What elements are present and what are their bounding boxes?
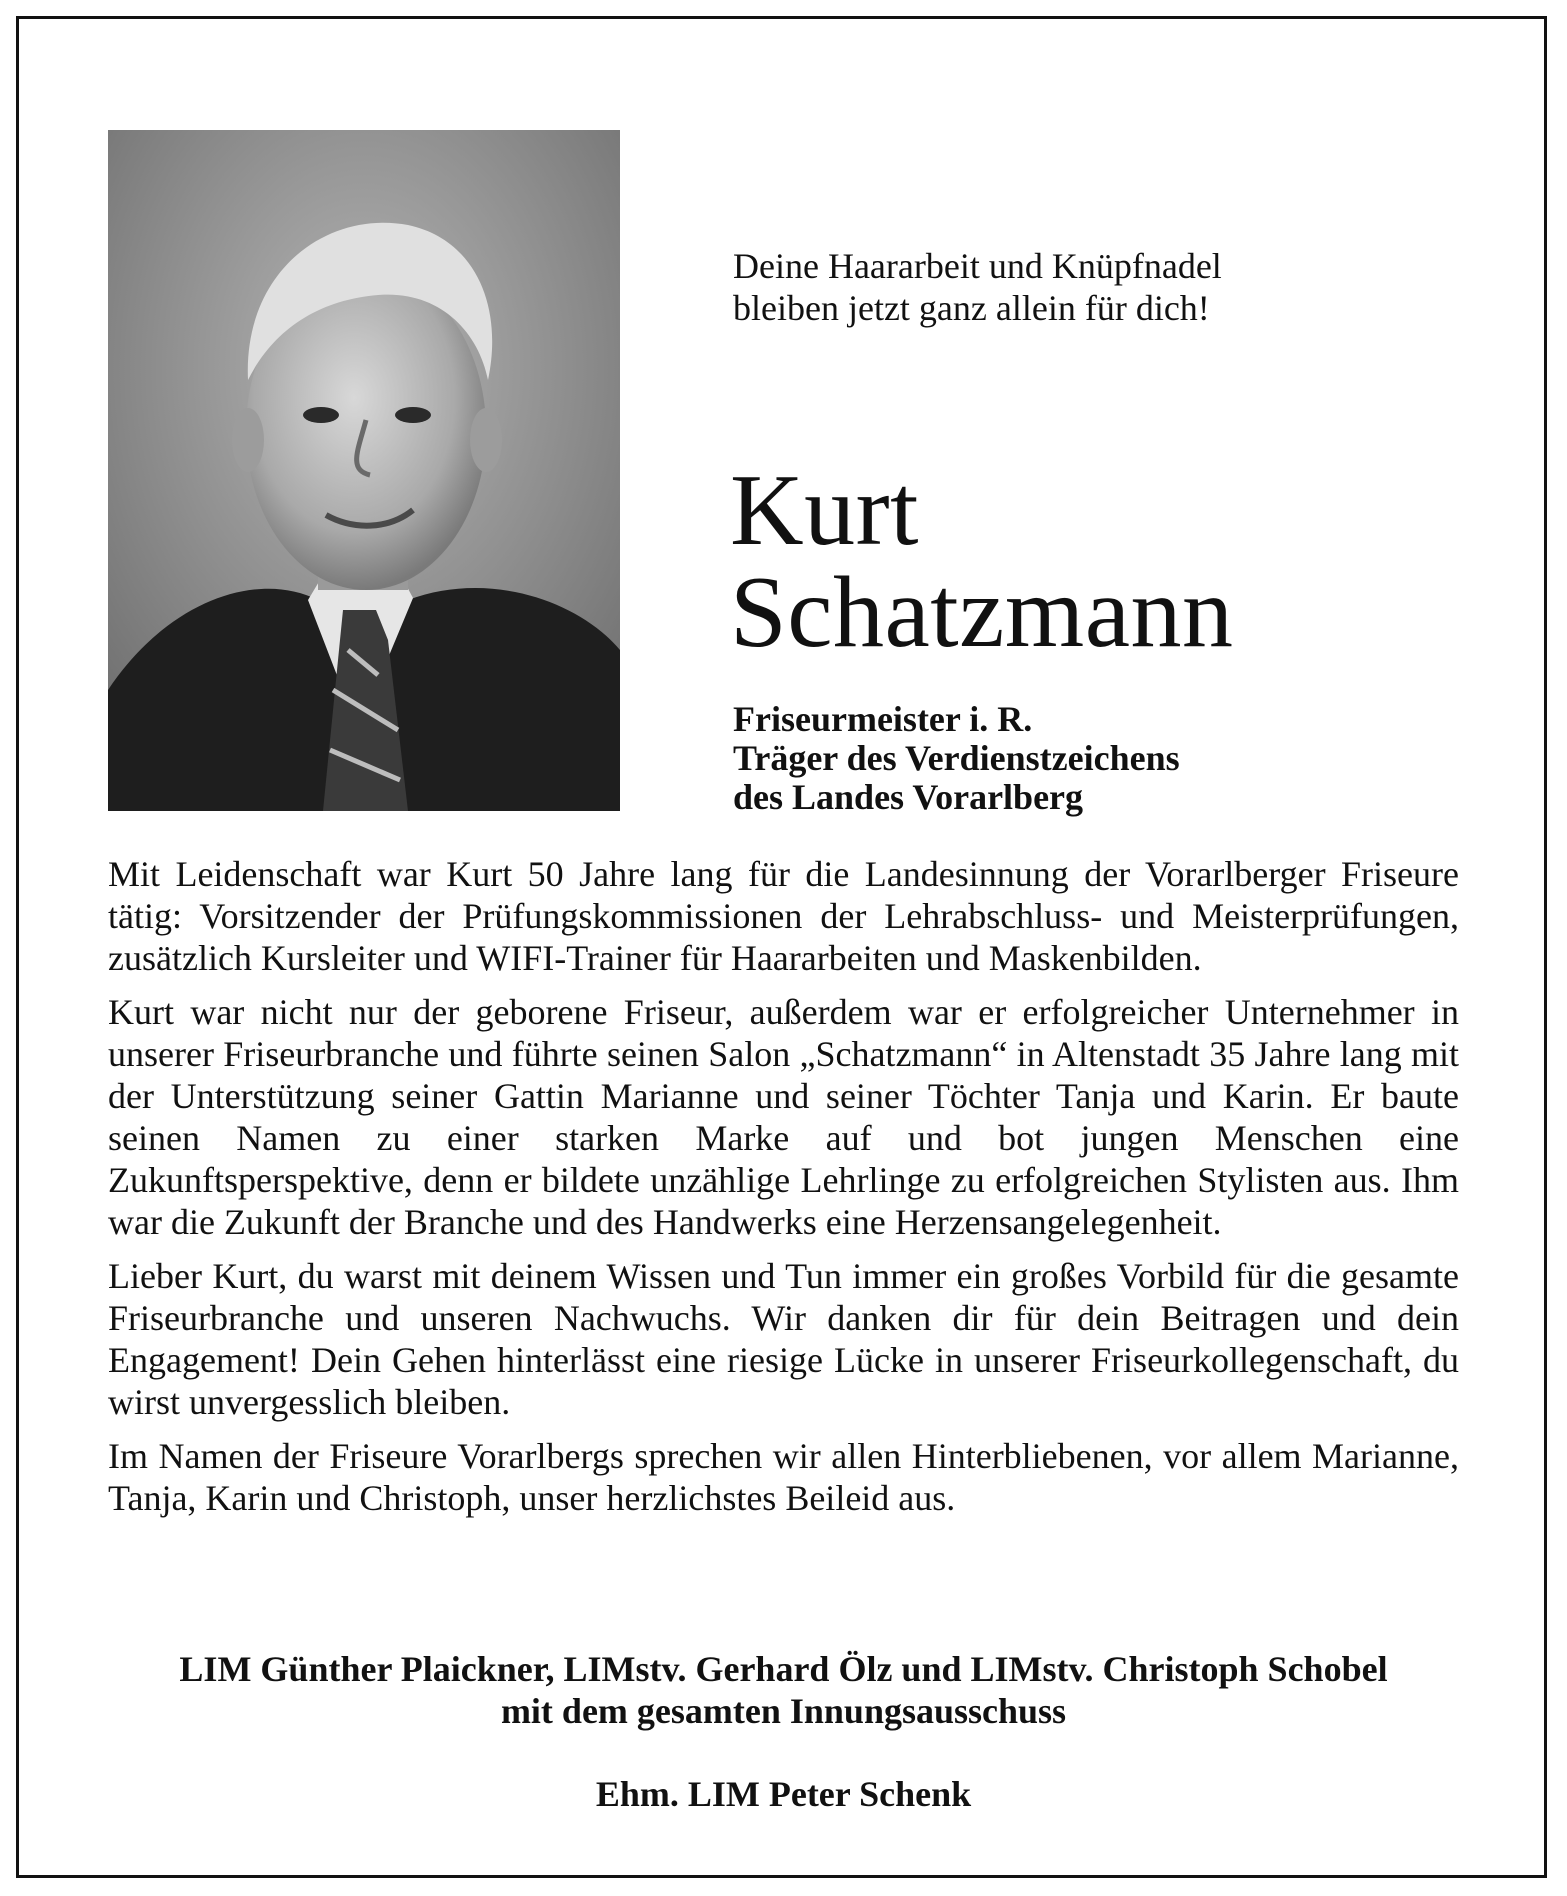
memorial-quote (733, 245, 1393, 329)
portrait-illustration (108, 130, 620, 811)
quote-line-1: Deine Haararbeit und Knüpfnadel (733, 246, 1222, 286)
body-paragraph: Mit Leidenschaft war Kurt 50 Jahre lang für die Landesinnung der Vorarlberger Friseure tätig: Vorsitzender der Prüfungskommissionen der Lehrabschluss- und Meisterprüfungen, zusätzlich Kursleiter und WIFI-Trainer für Haararbeiten und Maskenbilden. (108, 854, 1459, 978)
portrait-photo (108, 130, 620, 811)
deceased-titles (733, 700, 1433, 817)
body-paragraph: Kurt war nicht nur der geborene Friseur, außerdem war er erfolgreicher Unternehmer in unserer Friseurbranche und führte seinen Salon „Schatzmann“ in Altenstadt 35 Jahre lang mit der Unterstützung seiner Gattin Marianne und seiner Töchter Tanja und Karin. Er baute seinen Namen zu einer starken Marke auf und bot jungen Menschen eine Zukunftsperspektive, denn er bildete unzählige Lehrlinge zu erfolgreichen Stylisten aus. Ihm war die Zukunft der Branche und des Handwerks eine Herzensangelegenheit. (108, 992, 1459, 1242)
signers (60, 1648, 1507, 1732)
deceased-name (730, 454, 1430, 669)
obituary-body (108, 853, 1459, 1531)
title-line: Träger des Verdienstzeichens (733, 738, 1180, 778)
signers-line-1: LIM Günther Plaickner, LIMstv. Gerhard Ölz und LIMstv. Christoph Schobel (179, 1649, 1388, 1689)
title-line: Friseurmeister i. R. (733, 699, 1033, 739)
quote-line-2: bleiben jetzt ganz allein für dich! (733, 288, 1210, 328)
body-paragraph: Im Namen der Friseure Vorarlbergs sprechen wir allen Hinterbliebenen, vor allem Marianne, Tanja, Karin und Christoph, unser herzlichstes Beileid aus. (108, 1436, 1459, 1518)
last-name: Schatzmann (730, 556, 1234, 669)
first-name: Kurt (730, 454, 919, 567)
former-guild-master: Ehm. LIM Peter Schenk (595, 1774, 972, 1814)
signers-line-2: mit dem gesamten Innungsausschuss (500, 1691, 1067, 1731)
title-line: des Landes Vorarlberg (733, 777, 1084, 817)
body-paragraph: Lieber Kurt, du warst mit deinem Wissen und Tun immer ein großes Vorbild für die gesamte Friseurbranche und unseren Nachwuchs. Wir danken dir für dein Beitragen und dein Engagement! Dein Gehen hinterlässt eine riesige Lücke in unserer Friseurkollegenschaft, du wirst unvergesslich bleiben. (108, 1256, 1459, 1422)
